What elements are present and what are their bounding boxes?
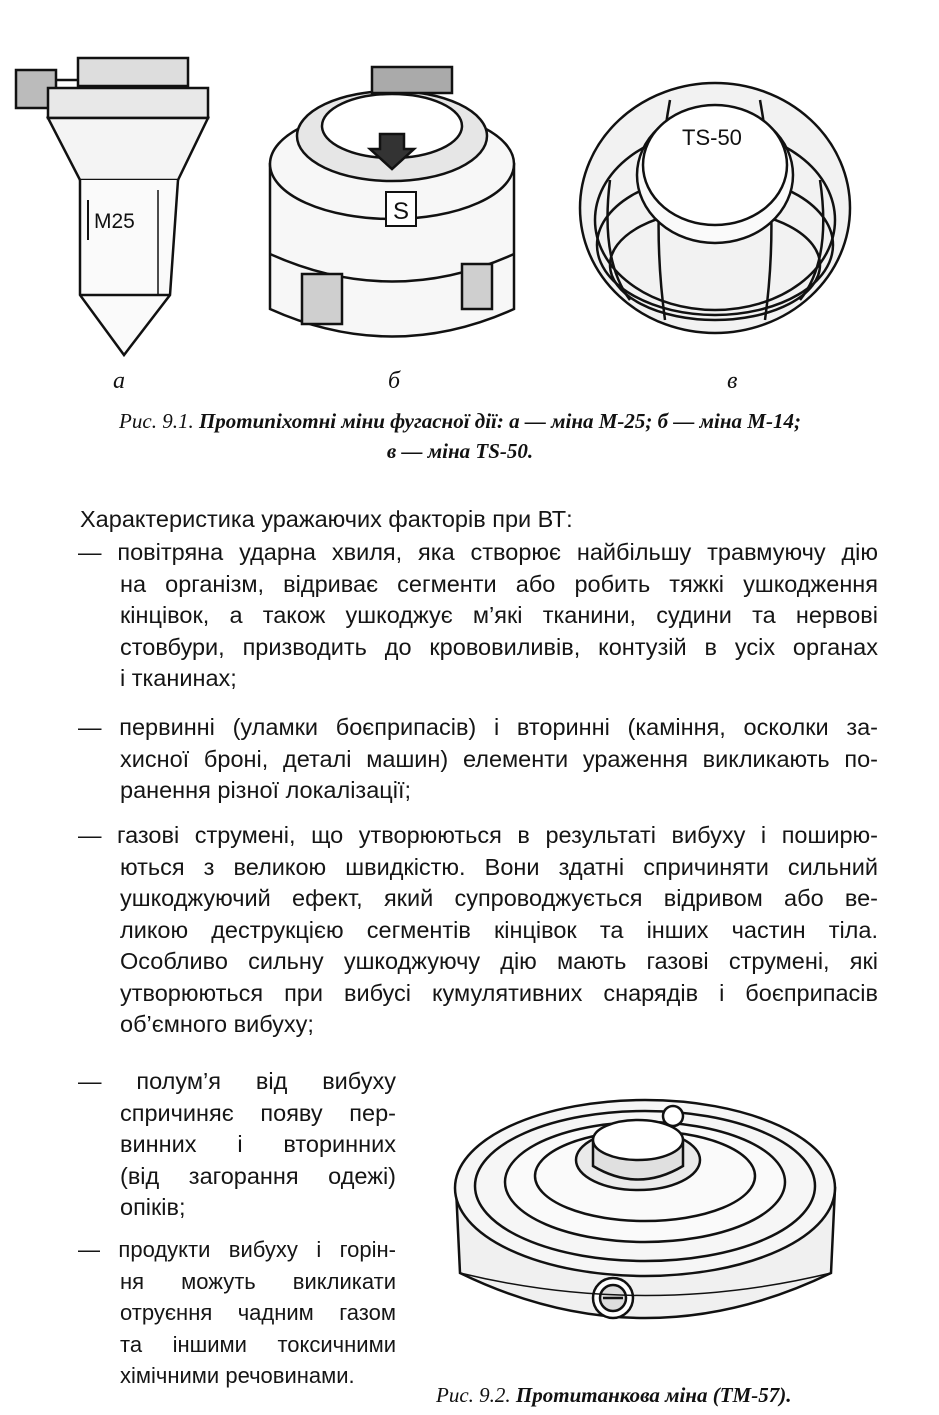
factor-item-products: [78, 1234, 396, 1392]
panel-letter-v: в: [727, 368, 738, 394]
figure-9-2-caption: [436, 1380, 876, 1410]
figure-9-2-caption-prefix: Рис. 9.2.: [436, 1383, 511, 1407]
factors-heading: Характеристика уражаючих факторів при ВТ:: [80, 506, 573, 532]
factor-item-gas-jets: [78, 820, 878, 1041]
list-item-line: ються з великою швидкістю. Вони здатні спричиняти сильний: [120, 853, 878, 880]
list-item-line: винних і вторинних: [120, 1131, 396, 1157]
list-item-line: та іншими токсичними: [120, 1331, 396, 1357]
figure-9-1-caption-line2: в — міна TS-50.: [386, 439, 534, 463]
list-item-line: хімічними речовинами.: [120, 1363, 355, 1388]
list-item-line: хисної броні, деталі машин) елементи ураження викликають по-: [120, 745, 878, 772]
list-item-line: ранення різної локалізації;: [120, 777, 411, 803]
mine-m14-illustration: [262, 64, 522, 354]
panel-letter-a: а: [113, 368, 125, 394]
list-item-line: об’ємного вибуху;: [120, 1011, 314, 1037]
list-item-line: (від загорання одежі): [120, 1162, 396, 1189]
factor-item-flame: [78, 1066, 396, 1224]
panel-letter-b: б: [388, 368, 401, 394]
list-item-line: кінцівок, а також ушкоджує м’які тканини, судини та нервові: [120, 602, 878, 628]
ts50-label: TS-50: [682, 125, 742, 150]
factor-item-fragments: [78, 712, 878, 807]
list-item-line: утворюються при вибусі кумулятивних снарядів і боєприпасів: [120, 979, 878, 1006]
list-item-line: — полум’я від вибуху: [78, 1068, 396, 1094]
figure-9-1-caption-prefix: Рис. 9.1.: [119, 409, 194, 433]
list-item-line: — газові струмені, що утворюються в результаті вибуху і поширю-: [78, 822, 878, 848]
factor-item-blast-wave: [78, 537, 878, 695]
list-item-line: ушкоджуючий ефект, який супроводжується відривом або ве-: [120, 885, 878, 911]
list-item-line: — повітряна ударна хвиля, яка створює найбільшу травмуючу дію: [78, 539, 878, 565]
list-item-line: — первинні (уламки боєприпасів) і вторинні (каміння, осколки за-: [78, 714, 878, 740]
figure-9-1-caption: [20, 406, 900, 466]
list-item-line: Особливо сильну ушкоджуючу дію мають газові струмені, які: [120, 948, 878, 974]
list-item-line: ликою деструкцією сегментів кінцівок та інших частин тіла.: [120, 916, 878, 943]
mine-tm57-illustration: [448, 1088, 843, 1363]
mine-m25-illustration: [8, 50, 233, 360]
figure-9-1-caption-line1: Протипіхотні міни фугасної дії: а — міна М-25; б — міна М-14;: [198, 409, 801, 433]
m14-label: S: [393, 198, 410, 225]
list-item-line: опіків;: [120, 1194, 186, 1220]
figure-9-2-caption-title: Протитанкова міна (ТМ-57).: [515, 1383, 792, 1407]
m25-label: M25: [94, 210, 135, 233]
list-item-line: — продукти вибуху і горін-: [78, 1237, 396, 1262]
list-item-line: на організм, відриває сегменти або робить тяжкі ушкодження: [120, 570, 878, 597]
list-item-line: стовбури, призводить до крововиливів, контузій в усіх органах: [120, 633, 878, 660]
list-item-line: ня можуть викликати: [120, 1268, 396, 1294]
mine-ts50-illustration: [570, 60, 860, 350]
list-item-line: і тканинах;: [120, 665, 237, 691]
list-item-line: спричиняє появу пер-: [120, 1099, 396, 1126]
list-item-line: отруєння чадним газом: [120, 1300, 396, 1325]
